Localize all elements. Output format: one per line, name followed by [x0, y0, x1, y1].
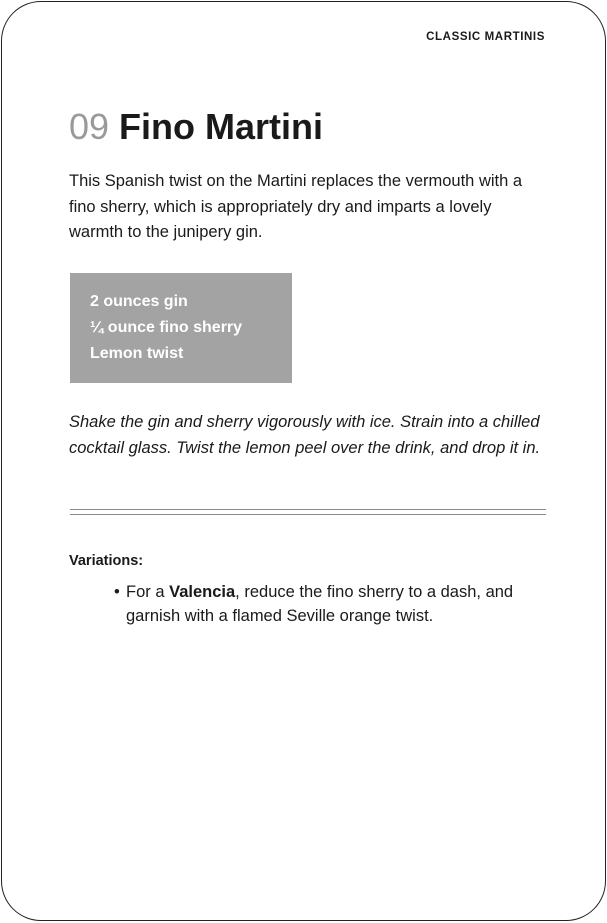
recipe-title [69, 105, 323, 149]
ingredients-box [70, 273, 292, 383]
recipe-method: Shake the gin and sherry vigorously with ice. Strain into a chilled cocktail glass. Twist the lemon peel over the drink, and drop it in. [69, 413, 541, 457]
variation-prefix: For a [126, 583, 170, 601]
double-divider [70, 509, 546, 515]
bullet-icon: • [114, 583, 120, 601]
ingredient-item: Lemon twist [90, 345, 184, 362]
variation-text: , reduce the fino sherry to a dash, and garnish with a flamed Seville orange twist. [126, 583, 514, 625]
recipe-name: Fino Martini [119, 106, 324, 147]
variation-name: Valencia [169, 583, 236, 601]
recipe-intro: This Spanish twist on the Martini replaces the vermouth with a fino sherry, which is appropriately dry and imparts a lovely warmth to the junipery gin. [69, 172, 523, 241]
divider-line-top [70, 509, 546, 510]
recipe-number: 09 [69, 106, 110, 147]
recipe-card [1, 1, 606, 921]
variation-item [114, 580, 534, 628]
section-label: CLASSIC MARTINIS [426, 31, 545, 43]
divider-line-bottom [70, 514, 546, 515]
ingredient-item: 2 ounces gin [90, 293, 188, 310]
variations-list [114, 580, 534, 628]
variations-heading: Variations: [69, 553, 144, 569]
ingredient-item: ¼ ounce fino sherry [90, 319, 243, 336]
